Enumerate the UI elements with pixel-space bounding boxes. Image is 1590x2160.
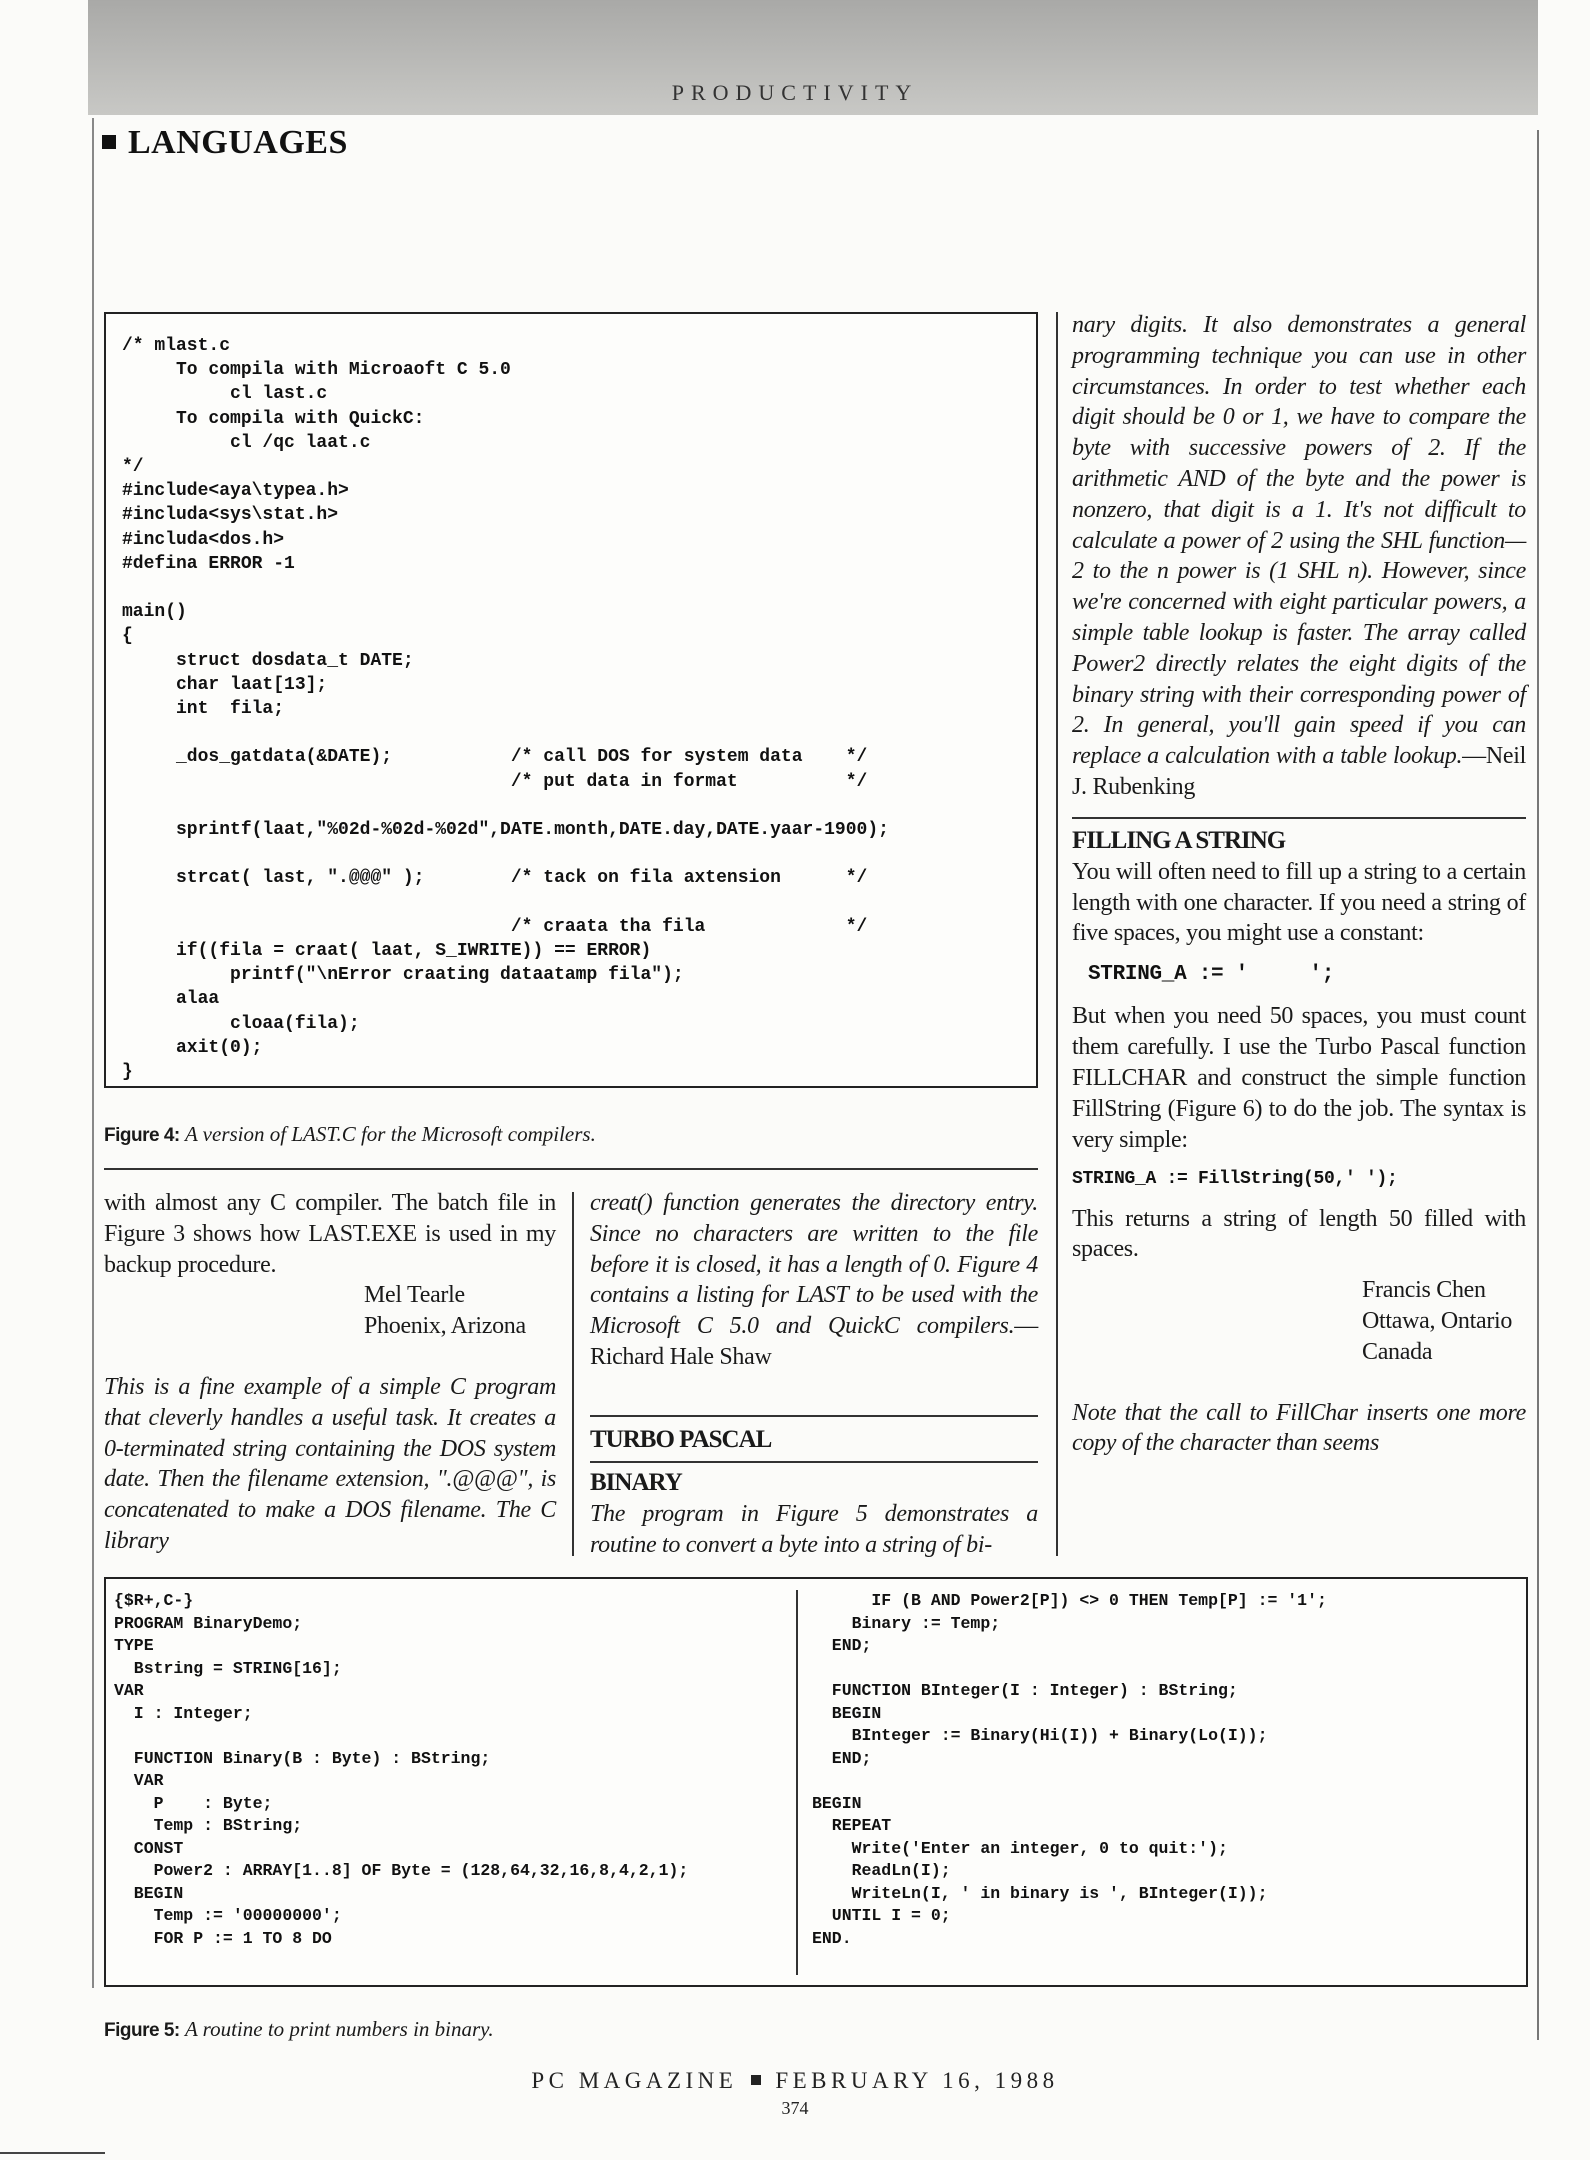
column-c-paragraph-5: Note that the call to FillChar inserts one more copy of the character than seems — [1072, 1399, 1526, 1457]
filling-string-rule — [1072, 817, 1526, 819]
department-label: LANGUAGES — [128, 124, 348, 161]
figure-5-caption — [104, 2017, 494, 2042]
tip-signature-country: Canada — [1362, 1338, 1433, 1365]
figure-4-caption-label: Figure 4: — [104, 1125, 180, 1146]
column-c-paragraph-4: This returns a string of length 50 filled with spaces. — [1072, 1205, 1526, 1263]
column-c — [1072, 310, 1526, 1459]
fillstring-code: STRING_A := FillString(50,' '); — [1072, 1169, 1398, 1190]
column-a-paragraph-2: This is a fine example of a simple C program that cleverly handles a useful task. It creates a 0-terminated string containing the DOS system date. Then the filename extension, ".@@@", is concatenated to make a DOS filename. The C library — [104, 1373, 556, 1554]
left-margin-rule — [92, 118, 94, 1988]
tip-signature-city: Ottawa, Ontario — [1362, 1307, 1513, 1334]
figure-5-code-left: {$R+,C-} PROGRAM BinaryDemo; TYPE Bstring = STRING[16]; VAR I : Integer; FUNCTION Binary(B : Byte) : BString; VAR P : Byte; Temp : BString; CONST Power2 : ARRAY[1..8] OF Byte = (128,64,32,16,8,4,2,1); BEGIN Temp := '00000000'; FOR P := 1 TO 8 DO — [114, 1591, 689, 1948]
column-a — [104, 1188, 556, 1557]
figure-5-caption-label: Figure 5: — [104, 2020, 180, 2041]
turbo-pascal-rule-top — [590, 1415, 1038, 1417]
column-c-paragraph-3: But when you need 50 spaces, you must count them carefully. I use the Turbo Pascal function FILLCHAR and construct the simple function FillString (Figure 6) to do the job. The syntax is very simple: — [1072, 1003, 1526, 1153]
bottom-corner-rule — [0, 2152, 105, 2154]
column-c-paragraph-1: nary digits. It also demonstrates a general programming technique you can use in other circumstances. In order to test whether each digit should be 0 or 1, we have to compare the byte with successive powers of 2. If the arithmetic AND of the byte and the power is nonzero, that digit is a 1. It's not difficult to calculate a power of 2 using the SHL function—2 to the n power is (1 SHL n). However, since we're concerned with eight particular powers, a simple table lookup is faster. The array called Power2 directly relates the eight digits of the binary string with their corresponding power of 2. In general, you'll gain speed if you can replace a calculation with a table lookup. — [1072, 312, 1526, 770]
column-b — [590, 1188, 1038, 1560]
right-margin-rule — [1537, 130, 1539, 2040]
figure-5-caption-text: A routine to print numbers in binary. — [184, 2017, 494, 2041]
turbo-pascal-heading: TURBO PASCAL — [590, 1425, 772, 1453]
figure-4-rule — [104, 1168, 1038, 1170]
letter-signature-place: Phoenix, Arizona — [364, 1313, 526, 1340]
figure-4-caption-text: A version of LAST.C for the Microsoft compilers. — [184, 1122, 596, 1146]
page-footer — [0, 2068, 1590, 2094]
filling-string-subhead: FILLING A STRING — [1072, 826, 1286, 854]
figure-5-divider — [796, 1590, 798, 1975]
column-b-paragraph-2: The program in Figure 5 demonstrates a routine to convert a byte into a string of bi- — [590, 1500, 1038, 1558]
column-b-credit: —Richard Hale Shaw — [590, 1313, 1038, 1370]
column-c-credit: —Neil J. Rubenking — [1072, 743, 1526, 800]
binary-subhead: BINARY — [590, 1468, 682, 1496]
turbo-pascal-rule-bottom — [590, 1461, 1038, 1463]
bullet-square-icon — [102, 135, 116, 149]
figure-4-code: /* mlast.c To compila with Microaoft C 5.0 cl last.c To compila with QuickC: cl /qc laat.c */ #include<aya\typea.h> #includa<sys\stat.h> #includa<dos.h> #defina ERROR -1 main() { struct dosdata_t DATE; char laat[13]; int fila; _dos_gatdata(&DATE); /* call DOS for system data */ /* put data in format */ sprintf(laat,"%02d-%02d-%02d",DATE.month,DATE.day,DATE.yaar-1900); strcat( last, ".@@@" ); /* tack on fila axtension */ /* craata tha fila */ if((fila = craat( laat, S_IWRITE)) == ERROR) printf("\nError craating dataatamp fila"); alaa cloaa(fila); axit(0); } — [122, 336, 889, 1083]
footer-magazine: PC MAGAZINE — [531, 2068, 738, 2093]
figure-4-listing — [104, 312, 1038, 1088]
section-label: PRODUCTIVITY — [671, 80, 919, 105]
letter-signature-name: Mel Tearle — [364, 1282, 465, 1309]
column-c-paragraph-2: You will often need to fill up a string to a certain length with one character. If you need a string of five spaces, you might use a constant: — [1072, 858, 1526, 947]
column-b-paragraph-1: creat() function generates the directory entry. Since no characters are written to the file before it is closed, it has a length of 0. Figure 4 contains a listing for LAST to be used with the Microsoft C 5.0 and QuickC compilers. — [590, 1190, 1038, 1340]
column-divider-bc — [1056, 312, 1058, 1556]
string-constant-code: STRING_A := ' '; — [1088, 963, 1335, 987]
footer-bullet-icon — [751, 2075, 761, 2085]
tip-signature-name: Francis Chen — [1362, 1277, 1486, 1304]
figure-4-caption — [104, 1122, 596, 1147]
footer-date: FEBRUARY 16, 1988 — [775, 2068, 1059, 2093]
column-divider-ab — [572, 1192, 574, 1556]
figure-5-code-right: IF (B AND Power2[P]) <> 0 THEN Temp[P] := '1'; Binary := Temp; END; FUNCTION BInteger(I : Integer) : BString; BEGIN BInteger := Binary(Hi(I)) + Binary(Lo(I)); END; BEGIN REPEAT Write('Enter an integer, 0 to quit:'); ReadLn(I); WriteLn(I, ' in binary is ', BInteger(I)); UNTIL I = 0; END. — [812, 1591, 1327, 1948]
page-number: 374 — [781, 2098, 809, 2118]
column-a-paragraph-1: with almost any C compiler. The batch file in Figure 3 shows how LAST.EXE is used in my backup procedure. — [104, 1190, 556, 1278]
department-heading — [102, 124, 348, 162]
